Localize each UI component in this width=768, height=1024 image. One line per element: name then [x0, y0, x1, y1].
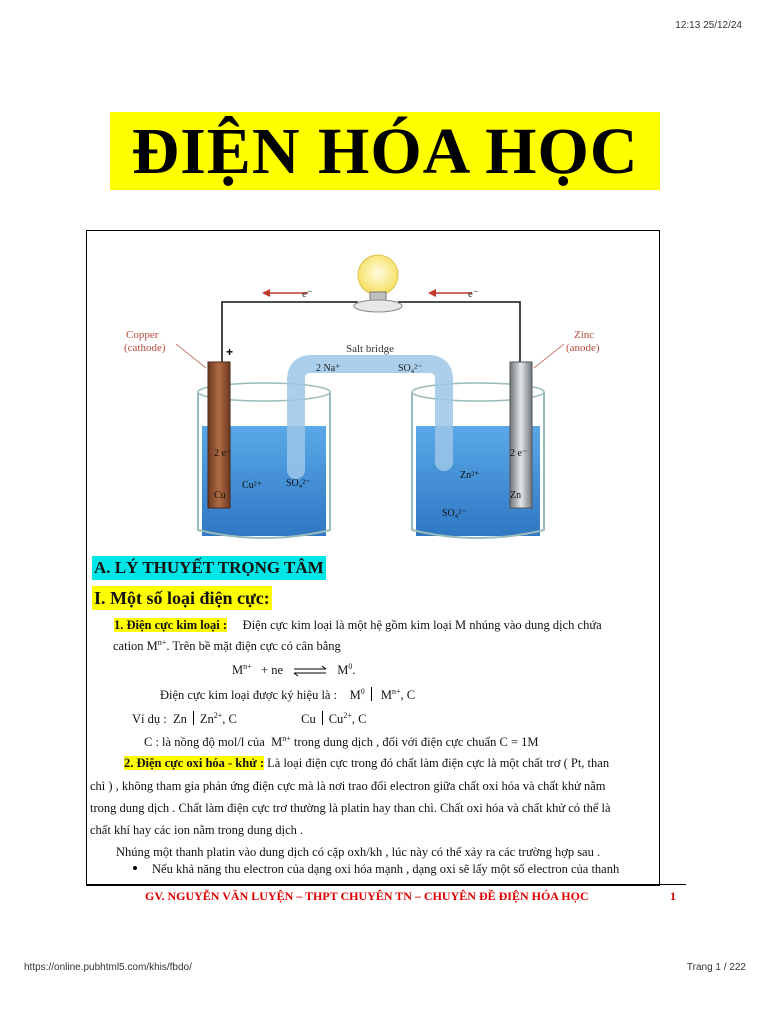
- electron-label-left: e⁻: [302, 288, 313, 300]
- print-page-count: Trang 1 / 222: [686, 962, 746, 973]
- section-a-heading: A. LÝ THUYẾT TRỌNG TÂM: [92, 556, 326, 580]
- paragraph-2-line-1: chì ) , không tham gia phản ứng điện cực mà là nơi trao đổi electron giữa chất oxi hóa và chất khử nằm: [90, 779, 606, 793]
- page-title: [110, 112, 660, 190]
- right-zn-label: Zn: [510, 490, 522, 501]
- redox-electrode-text: Là loại điện cực trong đó chất làm điện cực là một chất trơ ( Pt, than: [267, 756, 610, 770]
- print-url[interactable]: https://online.pubhtml5.com/khis/fbdo/: [24, 962, 192, 973]
- copper-label: Copper: [126, 329, 159, 341]
- equilibrium-equation: $M^{n+}$ + ne $M^0$.: [232, 661, 356, 677]
- footer-divider: [86, 884, 686, 885]
- print-datetime: 12:13 25/12/24: [675, 20, 742, 31]
- left-cu-label: Cu: [214, 490, 226, 501]
- example-line: Ví dụ : Zn $Zn^{2+}$, C Cu $Cu^{2+}$, C: [132, 710, 367, 726]
- anode-label: (anode): [566, 342, 600, 354]
- metal-electrode-label: 1. Điện cực kim loại :: [114, 618, 228, 632]
- zinc-electrode: [510, 362, 532, 508]
- left-so4-label: SO₄²⁻: [286, 478, 311, 489]
- paragraph-2: [124, 755, 609, 771]
- paragraph-2-line-3: chất khí hay các ion nằm trong dung dịch .: [90, 823, 304, 837]
- na-ion-label: 2 Na⁺: [316, 363, 341, 374]
- paragraph-1-cont: cation $M^{n+}$. Trên bề mặt điện cực có cân bằng: [113, 637, 341, 653]
- bullet-icon: [133, 866, 137, 870]
- right-so4-label: SO₄²⁻: [442, 508, 467, 519]
- paragraph-2-line-2: trong dung dịch . Chất làm điện cực trơ thường là platin hay than chì. Chất oxi hóa và chất khử có thể là: [90, 801, 611, 815]
- footer-page-number: 1: [670, 889, 676, 903]
- page-title-text: ĐIỆN HÓA HỌC: [131, 115, 639, 188]
- section-i-heading: I. Một số loại điện cực:: [94, 588, 270, 608]
- footer-text: GV. NGUYỄN VĂN LUYỆN – THPT CHUYÊN TN – CHUYÊN ĐỀ ĐIỆN HÓA HỌC: [145, 889, 589, 903]
- cathode-label: (cathode): [124, 342, 166, 354]
- bullet-item-1: Nếu khả năng thu electron của dạng oxi hóa mạnh , dạng oxi sẽ lấy một số electron của thanh: [152, 862, 620, 876]
- zinc-label: Zinc: [574, 329, 595, 341]
- metal-electrode-text: Điện cực kim loại là một hệ gồm kim loại M nhúng vào dung dịch chứa: [242, 618, 602, 632]
- notation-line: Điện cực kim loại được ký hiệu là : $M^0$ $M^{n+}$, C: [160, 686, 416, 702]
- copper-electrode: [208, 362, 230, 508]
- concentration-definition: C : là nồng độ mol/l của $M^{n+}$ trong dung dịch , đối với điện cực chuẩn C = 1M: [144, 733, 539, 749]
- redox-electrode-label: 2. Điện cực oxi hóa - khử :: [124, 756, 265, 770]
- so4-bridge-label: SO₄²⁻: [398, 363, 423, 374]
- paragraph-1: [114, 617, 602, 633]
- equilibrium-arrow-icon: [292, 666, 328, 676]
- paragraph-3: Nhúng một thanh platin vào dung dịch có cặp oxh/kh , lúc này có thể xảy ra các trường hợp sau .: [116, 845, 601, 859]
- electron-label-right: e⁻: [468, 288, 479, 300]
- right-2e-label: 2 e⁻: [510, 448, 528, 459]
- left-cu2-label: Cu²⁺: [242, 480, 262, 491]
- salt-bridge-label: Salt bridge: [346, 343, 394, 355]
- plus-sign: +: [226, 345, 234, 359]
- galvanic-cell-diagram: [96, 240, 600, 555]
- right-zn2-label: Zn²⁺: [460, 470, 480, 481]
- left-2e-label: 2 e⁻: [214, 448, 232, 459]
- light-bulb-icon: [358, 255, 398, 295]
